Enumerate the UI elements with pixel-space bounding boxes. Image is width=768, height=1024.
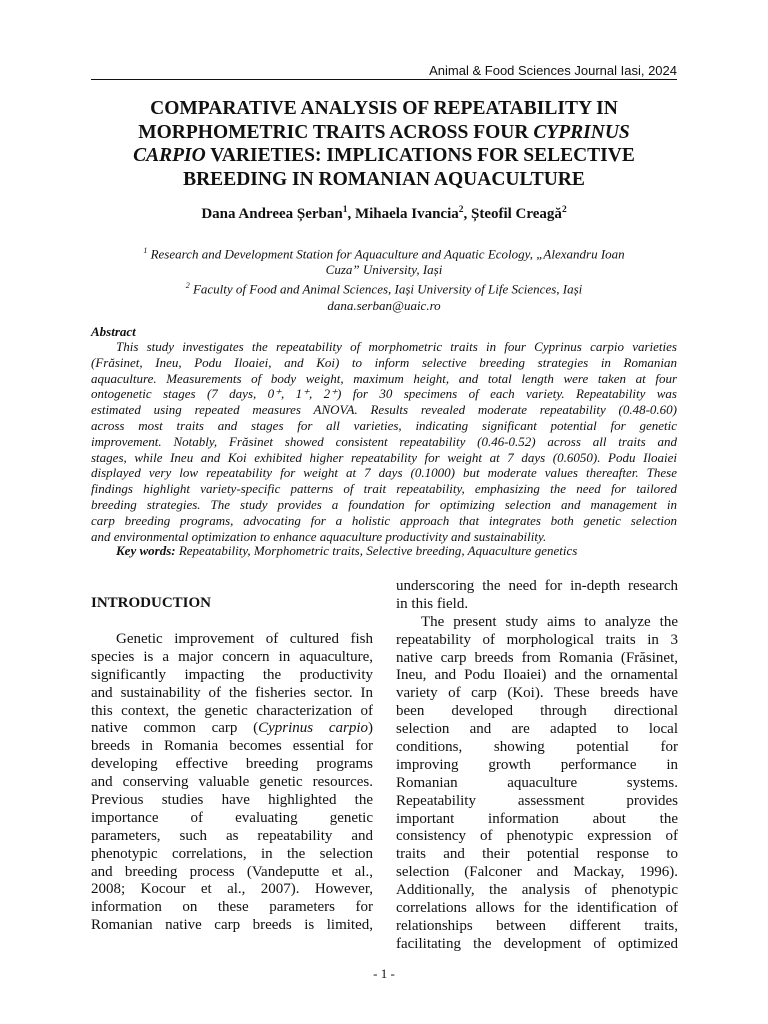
body-line: correlations allows for the identification of [396, 900, 678, 917]
body-line: selection (Falconer and Mackay, 1996). [396, 864, 678, 881]
abstract-line: across most traits and stages for all varieties, indicating significant potential for genetic [91, 417, 677, 433]
body-line: phenotypic correlations, in the selection [91, 845, 373, 862]
body-line: selection and are adapted to local [396, 721, 678, 738]
body-text: native common carp ( [91, 720, 259, 737]
body-line: significantly impacting the productivity [91, 666, 373, 683]
body-line: Additionally, the analysis of phenotypic [396, 882, 678, 899]
body-line: Romanian native carp breeds is limited, [91, 917, 373, 934]
body-line: variety of carp (Koi). These breeds have [396, 685, 678, 702]
abstract-line: improvement. Notably, Frăsinet showed consistent repeatability (0.46-0.52) across all traits and [91, 433, 677, 449]
affiliation-2-marker: 2 [185, 281, 190, 291]
abstract-line: carp breeding programs, advocating for a holistic approach that integrates both genetic selection [91, 512, 677, 528]
author-3-affil: 2 [561, 205, 567, 215]
body-line: importance of evaluating genetic [91, 809, 373, 826]
title-text: VARIETIES: IMPLICATIONS FOR SELECTIVE [205, 145, 635, 166]
author-list [91, 205, 677, 223]
abstract-line: findings highlight variety-specific patterns of trait repeatability, emphasizing the need for tailored [91, 481, 677, 497]
title-text: MORPHOMETRIC TRAITS ACROSS FOUR [138, 121, 534, 143]
paper-title [100, 97, 668, 191]
abstract-line: and environmental optimization to enhance aquaculture productivity and sustainability. [91, 528, 547, 544]
keywords-list: Repeatability, Morphometric traits, Selective breeding, Aquaculture genetics [175, 543, 578, 558]
body-line [91, 720, 373, 738]
abstract-line: estimated using repeated measures ANOVA. Results revealed moderate repeatability (0.48-0.60) [91, 402, 677, 418]
body-text: ) [368, 720, 373, 737]
section-heading-introduction: INTRODUCTION [91, 595, 212, 611]
body-line: facilitating the development of optimized [396, 935, 678, 952]
abstract-line: breeding strategies. The study provides a foundation for optimizing selection and management in [91, 496, 677, 512]
body-column-right [396, 578, 678, 954]
body-line: species is a major concern in aquaculture, [91, 648, 373, 665]
abstract-line: aquaculture. Measurements of body weight, maximum height, and total length were taken at four [91, 370, 677, 386]
author-1-affil: 1 [342, 205, 348, 215]
abstract-line: (Frăsinet, Ineu, Podu Iloaiei, and Koi) to inform selective breeding strategies in Romanian [91, 354, 677, 370]
body-line: The present study aims to analyze the [421, 613, 678, 630]
species-name: Cyprinus carpio [258, 720, 368, 737]
affiliation-1-marker: 1 [143, 246, 148, 255]
body-line: Ineu, and Podu Iloaiei) and the ornamental [396, 667, 678, 684]
body-line: in this field. [396, 595, 469, 612]
body-line: breeds in Romania becomes essential for [91, 738, 373, 755]
abstract-line: ontogenetic stages (7 days, 0⁺, 1⁺, 2⁺) for 30 specimens of each variety. Repeatability was [91, 386, 677, 402]
body-line: Repeatability assessment provides [396, 792, 678, 809]
body-line: and breeding process (Vandeputte et al., [91, 863, 373, 880]
affiliation-2 [100, 278, 668, 297]
body-line: this context, the genetic characterization of [91, 702, 373, 719]
body-line: consistency of phenotypic expression of [396, 828, 678, 845]
body-column-left [91, 631, 373, 935]
body-line: 2008; Kocour et al., 2007). However, [91, 881, 373, 898]
keywords [116, 543, 577, 559]
title-line-1: COMPARATIVE ANALYSIS OF REPEATABILITY IN [150, 98, 618, 119]
body-line: native carp breeds from Romania (Frăsinet, [396, 649, 678, 666]
body-line: and sustainability of the fisheries sector. In [91, 684, 373, 701]
affiliation-1-cont: Cuza” University, Iași [325, 262, 443, 278]
body-line: relationships between different traits, [396, 917, 678, 934]
author-1: Dana Andreea Șerban [201, 206, 343, 222]
header-rule [91, 79, 677, 80]
body-line: Previous studies have highlighted the [91, 792, 373, 809]
title-line-4: BREEDING IN ROMANIAN AQUACULTURE [183, 168, 585, 190]
author-email[interactable]: dana.serban@uaic.ro [327, 297, 441, 313]
body-line: traits and their potential response to [396, 846, 678, 863]
body-line: information on these parameters for [91, 899, 373, 916]
body-line: parameters, such as repeatability and [91, 827, 373, 844]
title-line-2 [100, 121, 668, 145]
title-species-genus: CYPRINUS [533, 121, 630, 143]
author-2-affil: 2 [458, 205, 464, 215]
abstract-line: displayed very low repeatability for weight at 7 days (0.1000) but moderate values thereafter. These [91, 465, 677, 481]
abstract-line: stages, while Ineu and Koi exhibited higher repeatability for weight at 7 days (0.6050). Podu Iloaiei [91, 449, 677, 465]
page-number: - 1 - [373, 966, 395, 981]
affiliation-1 [100, 243, 668, 262]
body-line: repeatability of morphological traits in 3 [396, 631, 678, 648]
body-line: conditions, showing potential for [396, 739, 678, 756]
abstract-body [91, 339, 677, 544]
keywords-label: Key words: [116, 543, 176, 558]
abstract-heading: Abstract [91, 324, 136, 339]
body-line: Genetic improvement of cultured fish [116, 631, 373, 647]
body-line: improving growth performance in [396, 756, 678, 773]
author-3: Șteofil Creagă [470, 206, 562, 222]
body-line: underscoring the need for in-depth research [396, 578, 678, 594]
author-separator: , [463, 206, 471, 222]
body-line: important information about the [396, 810, 678, 827]
affiliation-2-text: Faculty of Food and Animal Sciences, Iași University of Life Sciences, Iași [189, 281, 583, 297]
author-2: Mihaela Ivancia [354, 206, 459, 222]
abstract-line: This study investigates the repeatability of morphometric traits in four Cyprinus carpio varieties [116, 339, 677, 354]
affiliations [100, 243, 668, 314]
body-line: Romanian aquaculture systems. [396, 774, 678, 791]
affiliation-1-text: Research and Development Station for Aquaculture and Aquatic Ecology, „Alexandru Ioan [147, 246, 625, 262]
body-line: and conserving valuable genetic resources. [91, 774, 373, 791]
body-line: been developed through directional [396, 703, 678, 720]
body-line: developing effective breeding programs [91, 756, 373, 773]
title-species-epithet: CARPIO [133, 145, 206, 166]
journal-header: Animal & Food Sciences Journal Iasi, 2024 [429, 63, 677, 78]
author-separator: , [347, 206, 355, 222]
title-line-3 [100, 144, 668, 168]
